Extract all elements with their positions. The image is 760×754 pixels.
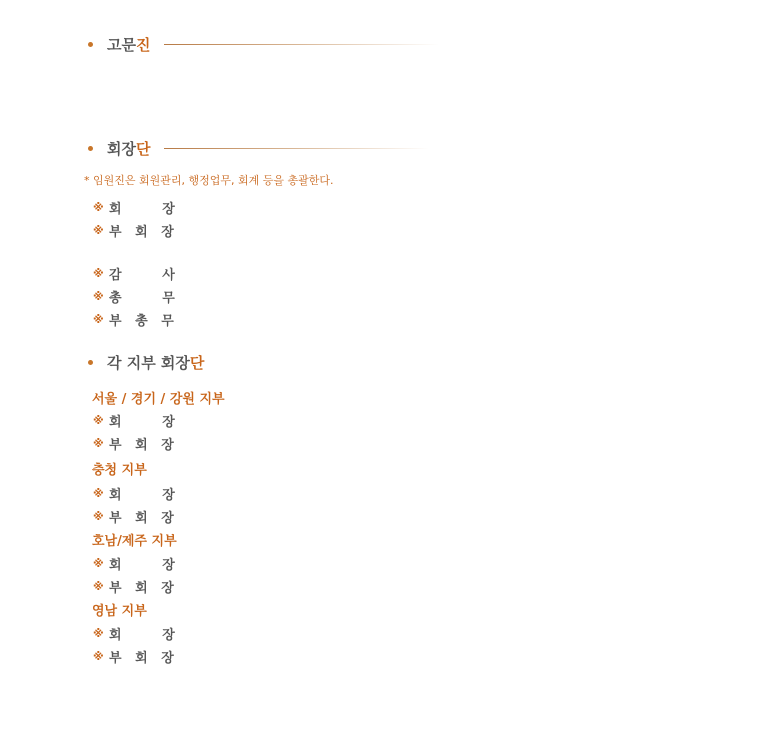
reference-mark-icon: ※	[93, 414, 104, 427]
role-row	[93, 409, 175, 432]
role-label: 부 회 장	[109, 581, 174, 596]
bullet-icon	[88, 42, 93, 47]
branch-title: 서울 / 경기 / 강원 지부	[92, 392, 225, 407]
branch-roles	[93, 552, 175, 598]
role-label: 회 장	[109, 415, 175, 430]
role-label: 총 무	[109, 291, 175, 306]
role-label: 부 회 장	[109, 511, 174, 526]
reference-mark-icon: ※	[93, 650, 104, 663]
branch-title: 호남/제주 지부	[92, 534, 177, 549]
role-label: 부 회 장	[109, 438, 174, 453]
executives-note: * 임원진은 회원관리, 행정업무, 회계 등을 총괄한다.	[84, 174, 334, 187]
role-row	[93, 308, 175, 331]
role-row	[93, 219, 175, 242]
branches-heading	[88, 350, 204, 374]
branches-title: 각 지부 회장단	[107, 353, 205, 372]
role-label: 부 회 장	[109, 225, 174, 240]
reference-mark-icon: ※	[93, 580, 104, 593]
role-label: 회 장	[109, 558, 175, 573]
role-label: 감 사	[109, 268, 175, 283]
reference-mark-icon: ※	[93, 627, 104, 640]
branch-roles	[93, 482, 175, 528]
executive-roles-group-2	[93, 262, 175, 331]
role-row	[93, 622, 175, 645]
role-row	[93, 196, 175, 219]
reference-mark-icon: ※	[93, 201, 104, 214]
role-row	[93, 575, 175, 598]
role-label: 회 장	[109, 488, 175, 503]
branch-roles	[93, 622, 175, 668]
role-label: 부 총 무	[109, 314, 174, 329]
reference-mark-icon: ※	[93, 267, 104, 280]
role-row	[93, 505, 175, 528]
role-row	[93, 552, 175, 575]
reference-mark-icon: ※	[93, 557, 104, 570]
role-row	[93, 645, 175, 668]
role-row	[93, 482, 175, 505]
executives-heading	[88, 136, 429, 160]
role-label: 회 장	[109, 628, 175, 643]
role-row	[93, 432, 175, 455]
heading-divider	[164, 148, 429, 149]
reference-mark-icon: ※	[93, 437, 104, 450]
reference-mark-icon: ※	[93, 487, 104, 500]
branch-title: 충청 지부	[92, 463, 147, 478]
reference-mark-icon: ※	[93, 290, 104, 303]
branch-title: 영남 지부	[92, 604, 147, 619]
heading-divider	[164, 44, 439, 45]
bullet-icon	[88, 360, 93, 365]
role-label: 회 장	[109, 202, 175, 217]
executives-title: 회장단	[107, 139, 151, 158]
role-row	[93, 262, 175, 285]
advisors-heading	[88, 32, 439, 56]
role-label: 부 회 장	[109, 651, 174, 666]
role-row	[93, 285, 175, 308]
bullet-icon	[88, 146, 93, 151]
branch-roles	[93, 409, 175, 455]
reference-mark-icon: ※	[93, 313, 104, 326]
reference-mark-icon: ※	[93, 510, 104, 523]
executive-roles-group-1	[93, 196, 175, 242]
reference-mark-icon: ※	[93, 224, 104, 237]
advisors-title: 고문진	[107, 35, 151, 54]
